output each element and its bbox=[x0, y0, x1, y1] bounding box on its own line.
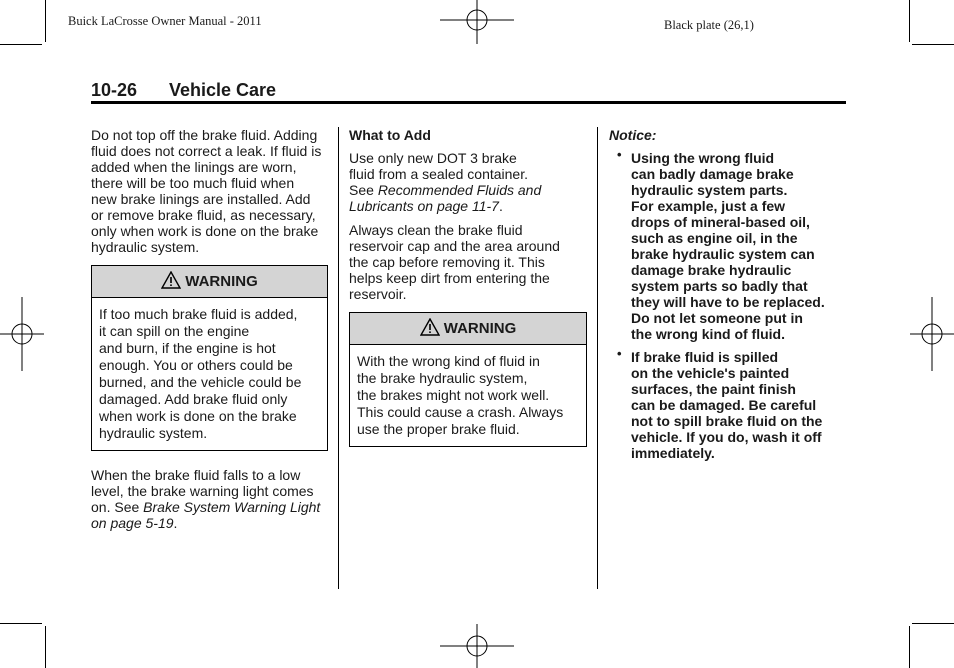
warning-line: the brake hydraulic system, bbox=[357, 370, 528, 386]
column-1 bbox=[91, 127, 328, 539]
crop-mark-tl-v bbox=[45, 0, 46, 42]
registration-mark-left-icon bbox=[0, 297, 44, 371]
registration-mark-bottom-icon bbox=[440, 624, 514, 668]
warning-line: the brakes might not work well. bbox=[357, 387, 550, 403]
bullet-line: immediately. bbox=[631, 445, 715, 461]
bullet-line: they will have to be replaced. bbox=[631, 294, 825, 310]
bullet-line: on the vehicle's painted bbox=[631, 365, 790, 381]
warning-body-2 bbox=[350, 345, 586, 446]
bullet-line: can be damaged. Be careful bbox=[631, 397, 817, 413]
notice-bullet-1 bbox=[609, 147, 845, 342]
dot3-line: See bbox=[349, 182, 378, 198]
recommended-fluids-link-1[interactable]: Recommended Fluids and bbox=[377, 182, 542, 198]
warning-line: With the wrong kind of fluid in bbox=[357, 353, 540, 369]
section-title: Vehicle Care bbox=[169, 80, 277, 100]
notice-bullet-2 bbox=[609, 346, 845, 461]
bullet-line: surfaces, the paint finish bbox=[631, 381, 796, 397]
bullet-line: system parts so badly that bbox=[631, 278, 808, 294]
plate-label: Black plate (26,1) bbox=[664, 18, 754, 32]
column-divider-2 bbox=[597, 127, 598, 589]
what-to-add-heading: What to Add bbox=[349, 127, 431, 143]
registration-mark-top-icon bbox=[440, 0, 514, 44]
brake-light-text: When the brake fluid falls to a low level, the brake warning light comes on. See bbox=[91, 467, 314, 515]
crop-mark-br-v bbox=[909, 626, 910, 668]
bullet-line: Do not let someone put in bbox=[631, 310, 803, 326]
warning-header-1 bbox=[92, 266, 327, 298]
warning-line: enough. You or others could be bbox=[99, 357, 293, 373]
crop-mark-bl-v bbox=[45, 626, 46, 668]
dot3-end: . bbox=[498, 198, 503, 214]
bullet-line: damage brake hydraulic bbox=[631, 262, 792, 278]
manual-title: Buick LaCrosse Owner Manual - 2011 bbox=[68, 14, 262, 28]
page-number: 10-26 bbox=[91, 80, 138, 100]
warning-line: and burn, if the engine is hot bbox=[99, 340, 276, 356]
warning-line: when work is done on the brake bbox=[99, 408, 297, 424]
bullet-line: brake hydraulic system can bbox=[631, 246, 815, 262]
column-divider-1 bbox=[338, 127, 339, 589]
bullet-line: the wrong kind of fluid. bbox=[631, 326, 785, 342]
warning-body-1 bbox=[92, 298, 327, 450]
title-rule bbox=[91, 101, 846, 104]
warning-line: This could cause a crash. Always bbox=[357, 404, 564, 420]
warning-line: damaged. Add brake fluid only bbox=[99, 391, 288, 407]
bullet-line: If brake fluid is spilled bbox=[631, 349, 779, 365]
bullet-line: can badly damage brake bbox=[631, 166, 794, 182]
bullet-line: drops of mineral-based oil, bbox=[631, 214, 810, 230]
warning-header-2 bbox=[350, 313, 586, 345]
warning-title-1: WARNING bbox=[185, 273, 258, 290]
clean-cap-paragraph: Always clean the brake fluid reservoir cap and the area around the cap before removing it. This helps keep dirt from entering the reservoir. bbox=[349, 222, 560, 302]
warning-triangle-icon bbox=[420, 318, 440, 336]
warning-line: burned, and the vehicle could be bbox=[99, 374, 302, 390]
bullet-line: not to spill brake fluid on the bbox=[631, 413, 823, 429]
dot3-paragraph bbox=[349, 150, 587, 214]
warning-line: If too much brake fluid is added, bbox=[99, 306, 298, 322]
crop-mark-br-h bbox=[912, 623, 954, 624]
brake-system-warning-link[interactable]: Brake System Warning Light on page 5-19 bbox=[91, 499, 321, 531]
bullet-line: For example, just a few bbox=[631, 198, 786, 214]
bullet-line: such as engine oil, in the bbox=[631, 230, 798, 246]
crop-mark-bl-h bbox=[0, 623, 42, 624]
bullet-line: vehicle. If you do, wash it off bbox=[631, 429, 822, 445]
warning-box-1 bbox=[91, 265, 328, 451]
crop-mark-tr-h bbox=[912, 44, 954, 45]
brake-light-paragraph bbox=[91, 467, 328, 531]
warning-box-2 bbox=[349, 312, 587, 447]
crop-mark-tr-v bbox=[909, 0, 910, 42]
page-title bbox=[91, 80, 276, 101]
bullet-dot-icon: • bbox=[617, 346, 622, 361]
brake-light-end: . bbox=[173, 515, 178, 531]
bullet-dot-icon: • bbox=[617, 147, 622, 162]
intro-paragraph: Do not top off the brake fluid. Adding fluid does not correct a leak. If fluid is added when the linings are worn, there will be too much fluid when new brake linings are installed. Add or remove brake fluid, as necessary, only when work is done on the brake hydraulic system. bbox=[91, 127, 322, 255]
dot3-line: fluid from a sealed container. bbox=[349, 166, 528, 182]
dot3-line: Use only new DOT 3 brake bbox=[349, 150, 517, 166]
bullet-line: Using the wrong fluid bbox=[631, 150, 775, 166]
warning-line: use the proper brake fluid. bbox=[357, 421, 520, 437]
column-2 bbox=[349, 127, 587, 447]
warning-line: hydraulic system. bbox=[99, 425, 208, 441]
bullet-line: hydraulic system parts. bbox=[631, 182, 788, 198]
registration-mark-right-icon bbox=[910, 297, 954, 371]
warning-line: it can spill on the engine bbox=[99, 323, 250, 339]
recommended-fluids-link-2[interactable]: Lubricants on page 11-7 bbox=[349, 198, 499, 214]
column-3 bbox=[609, 127, 845, 467]
warning-title-2: WARNING bbox=[443, 320, 517, 337]
crop-mark-tl-h bbox=[0, 44, 42, 45]
notice-label: Notice: bbox=[609, 127, 657, 143]
warning-triangle-icon bbox=[161, 271, 181, 289]
